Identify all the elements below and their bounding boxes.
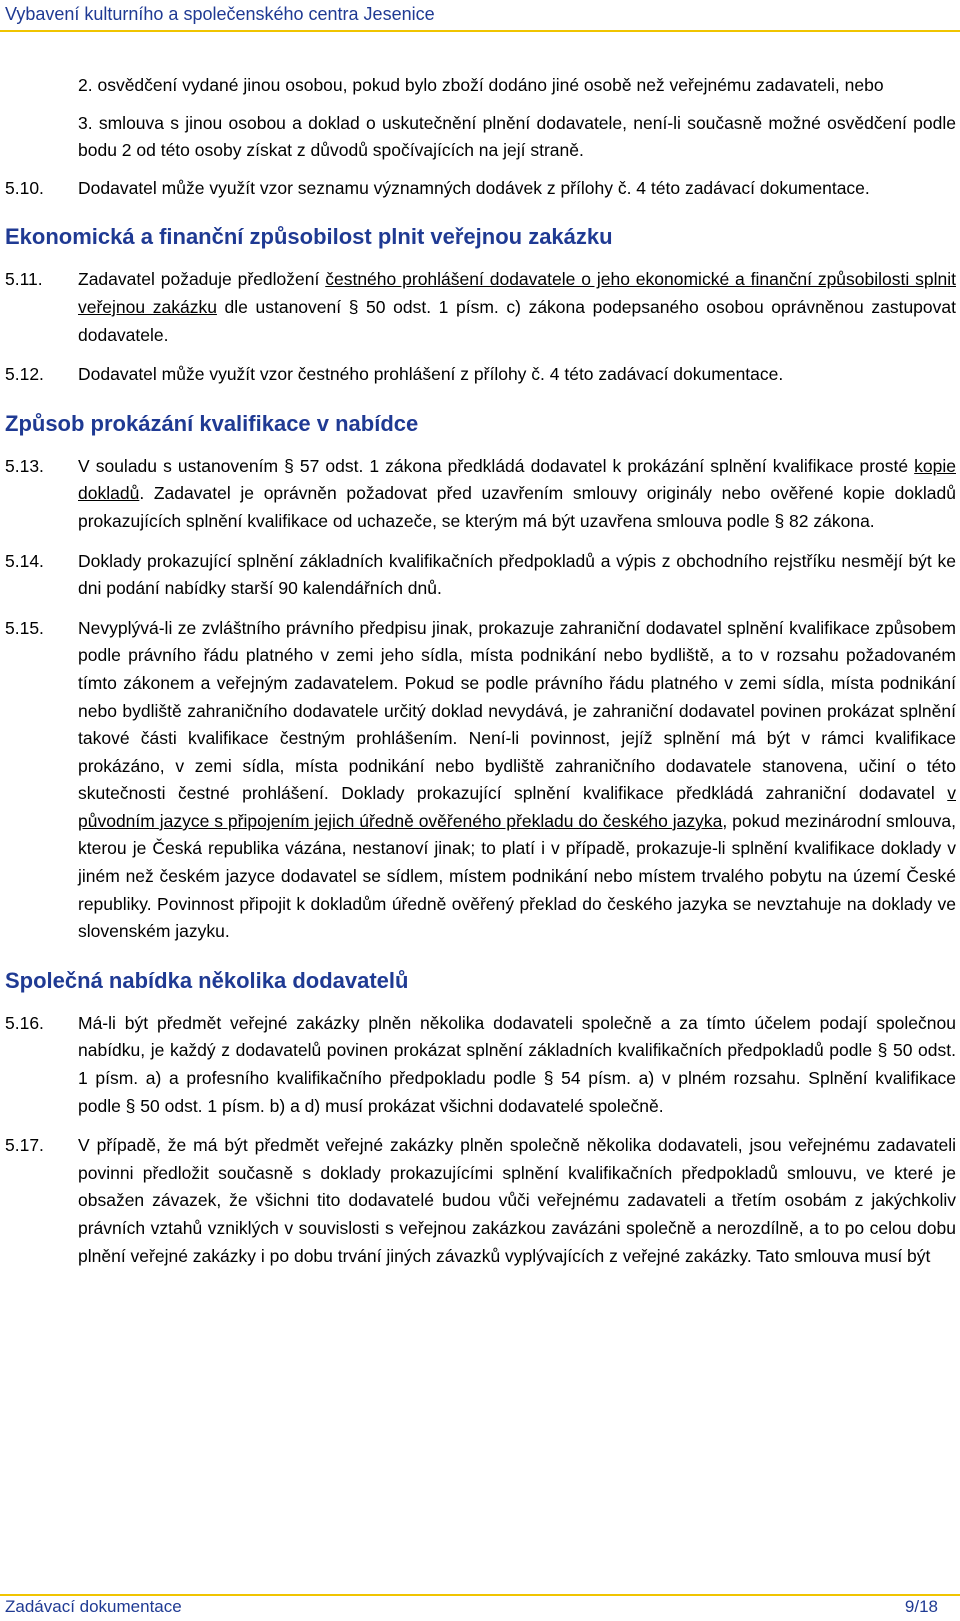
paragraph-5-10: [5, 175, 956, 203]
paragraph-number: 5.10.: [5, 177, 44, 198]
section-heading-qualification: Způsob prokázání kvalifikace v nabídce: [5, 410, 419, 436]
paragraph-5-11: [5, 266, 956, 349]
text-run: . Zadavatel je oprávněn požadovat před uzavřením smlouvy originály nebo ověřené kopie dokladů prokazujících splnění kvalifikace od uchazeče, se kterým má být uzavřena smlouva podle § 82 zákona.: [78, 483, 956, 531]
document-body: [5, 72, 956, 1270]
paragraph-text: [78, 266, 956, 349]
paragraph-number: 5.15.: [5, 617, 44, 638]
footer-divider: [0, 1594, 960, 1596]
underlined-text: kopie dokladů: [78, 455, 956, 504]
section-heading-economic: Ekonomická a finanční způsobilost plnit veřejnou zakázku: [5, 224, 613, 250]
paragraph-text: Má-li být předmět veřejné zakázky plněn několika dodavateli společně a za tímto účelem podají společnou nabídku, je každý z dodavatelů povinen prokázat splnění základních kvalifikačních předpokladů podle § 50 odst. 1 písm. a) a profesního kvalifikačního předpokladu podle § 54 písm. a) v plném rozsahu. Splnění kvalifikace podle § 50 odst. 1 písm. b) a d) musí prokázat všichni dodavatelé společně.: [78, 1012, 956, 1116]
list-item: 2. osvědčení vydané jinou osobou, pokud bylo zboží dodáno jiné osobě než veřejnému zadavateli, nebo: [78, 75, 884, 95]
text-run: Zadavatel požaduje předložení: [78, 269, 326, 290]
paragraph-text: [78, 453, 956, 536]
text-run: V souladu s ustanovením § 57 odst. 1 zákona předkládá dodavatel k prokázání splnění kvalifikace prosté: [78, 455, 915, 476]
text-run: dle ustanovení § 50 odst. 1 písm. c) zákona podepsaného osobou oprávněnou zastupovat dodavatele.: [78, 296, 956, 345]
paragraph-5-13: [5, 453, 956, 536]
paragraph-5-16: [5, 1010, 956, 1120]
paragraph-5-17: [5, 1132, 956, 1270]
paragraph-number: 5.14.: [5, 550, 44, 571]
underlined-text: v původním jazyce s připojením jejich úředně ověřeného překladu do českého jazyka: [78, 783, 956, 831]
paragraph-5-15: [5, 615, 956, 946]
paragraph-number: 5.11.: [5, 269, 43, 290]
paragraph-number: 5.17.: [5, 1135, 44, 1156]
footer-document-name: Zadávací dokumentace: [5, 1597, 182, 1616]
text-run: , pokud mezinárodní smlouva, kterou je Česká republika vázána, nestanoví jinak; to platí i v případě, prokazuje-li splnění kvalifikace doklady v jiném než českém jazyce dodavatel se sídlem, místem podnikání nebo místem trvalého pobytu na území České republiky. Povinnost připojit k dokladům úředně ověřený překlad do českého jazyka se nevztahuje na doklady ve slovenském jazyku.: [78, 810, 956, 942]
text-run: Nevyplývá-li ze zvláštního právního předpisu jinak, prokazuje zahraniční dodavatel splnění kvalifikace způsobem podle právního řádu platného v zemi jeho sídla, místa podnikání nebo bydliště, a to v rozsahu požadovaném tímto zákonem a veřejným zadavatelem. Pokud se podle právního řádu platného v zemi sídla, místa podnikání nebo bydliště zahraničního dodavatele určitý doklad nevydává, je zahraniční dodavatel povinen prokázat splnění takové části kvalifikace čestným prohlášením. Není-li povinnost, jejíž splnění má být v rámci kvalifikace prokázáno, v zemi sídla, místa podnikání nebo bydliště zahraničního dodavatele stanovena, učiní o této skutečnosti čestné prohlášení. Doklady prokazující splnění kvalifikace předkládá zahraniční dodavatel: [78, 617, 956, 804]
paragraph-text: V případě, že má být předmět veřejné zakázky plněn společně několika dodavateli, jsou veřejnému zadavateli povinni předložit současně s doklady prokazujícími splnění kvalifikačních předpokladů smlouvu, ve které je obsažen závazek, že všichni tito dodavatelé budou vůči veřejnému zadavateli a třetím osobám z jakýchkoliv právních vztahů vzniklých v souvislosti s veřejnou zakázkou zavázáni společně a nerozdílně, a to po celou dobu plnění veřejné zakázky i po dobu trvání jiných závazků vyplývajících z veřejné zakázky. Tato smlouva musí být: [78, 1135, 956, 1266]
section-heading-joint-offer: Společná nabídka několika dodavatelů: [5, 967, 409, 993]
paragraph-text: [78, 615, 956, 946]
paragraph-5-12: [5, 361, 956, 389]
header-divider: [0, 30, 960, 32]
page-number: 9/18: [904, 1597, 938, 1616]
paragraph-number: 5.12.: [5, 364, 44, 385]
underlined-text: čestného prohlášení dodavatele o jeho ekonomické a finanční způsobilosti splnit veřejnou zakázku: [78, 269, 956, 317]
paragraph-5-14: [5, 548, 956, 603]
paragraph-text: Doklady prokazující splnění základních kvalifikačních předpokladů a výpis z obchodního rejstříku nesmějí být ke dni podání nabídky starší 90 kalendářních dnů.: [78, 550, 956, 599]
paragraph-number: 5.13.: [5, 455, 44, 476]
page-header: [0, 0, 960, 30]
list-item: 3. smlouva s jinou osobou a doklad o uskutečnění plnění dodavatele, není-li současně možné osvědčení podle bodu 2 od této osoby získat z důvodů spočívajících na její straně.: [78, 112, 956, 161]
paragraph-text: Dodavatel může využít vzor seznamu významných dodávek z přílohy č. 4 této zadávací dokumentace.: [78, 177, 870, 198]
paragraph-number: 5.16.: [5, 1012, 44, 1033]
paragraph-text: Dodavatel může využít vzor čestného prohlášení z přílohy č. 4 této zadávací dokumentace.: [78, 364, 784, 385]
document-title: Vybavení kulturního a společenského centra Jesenice: [5, 4, 435, 24]
